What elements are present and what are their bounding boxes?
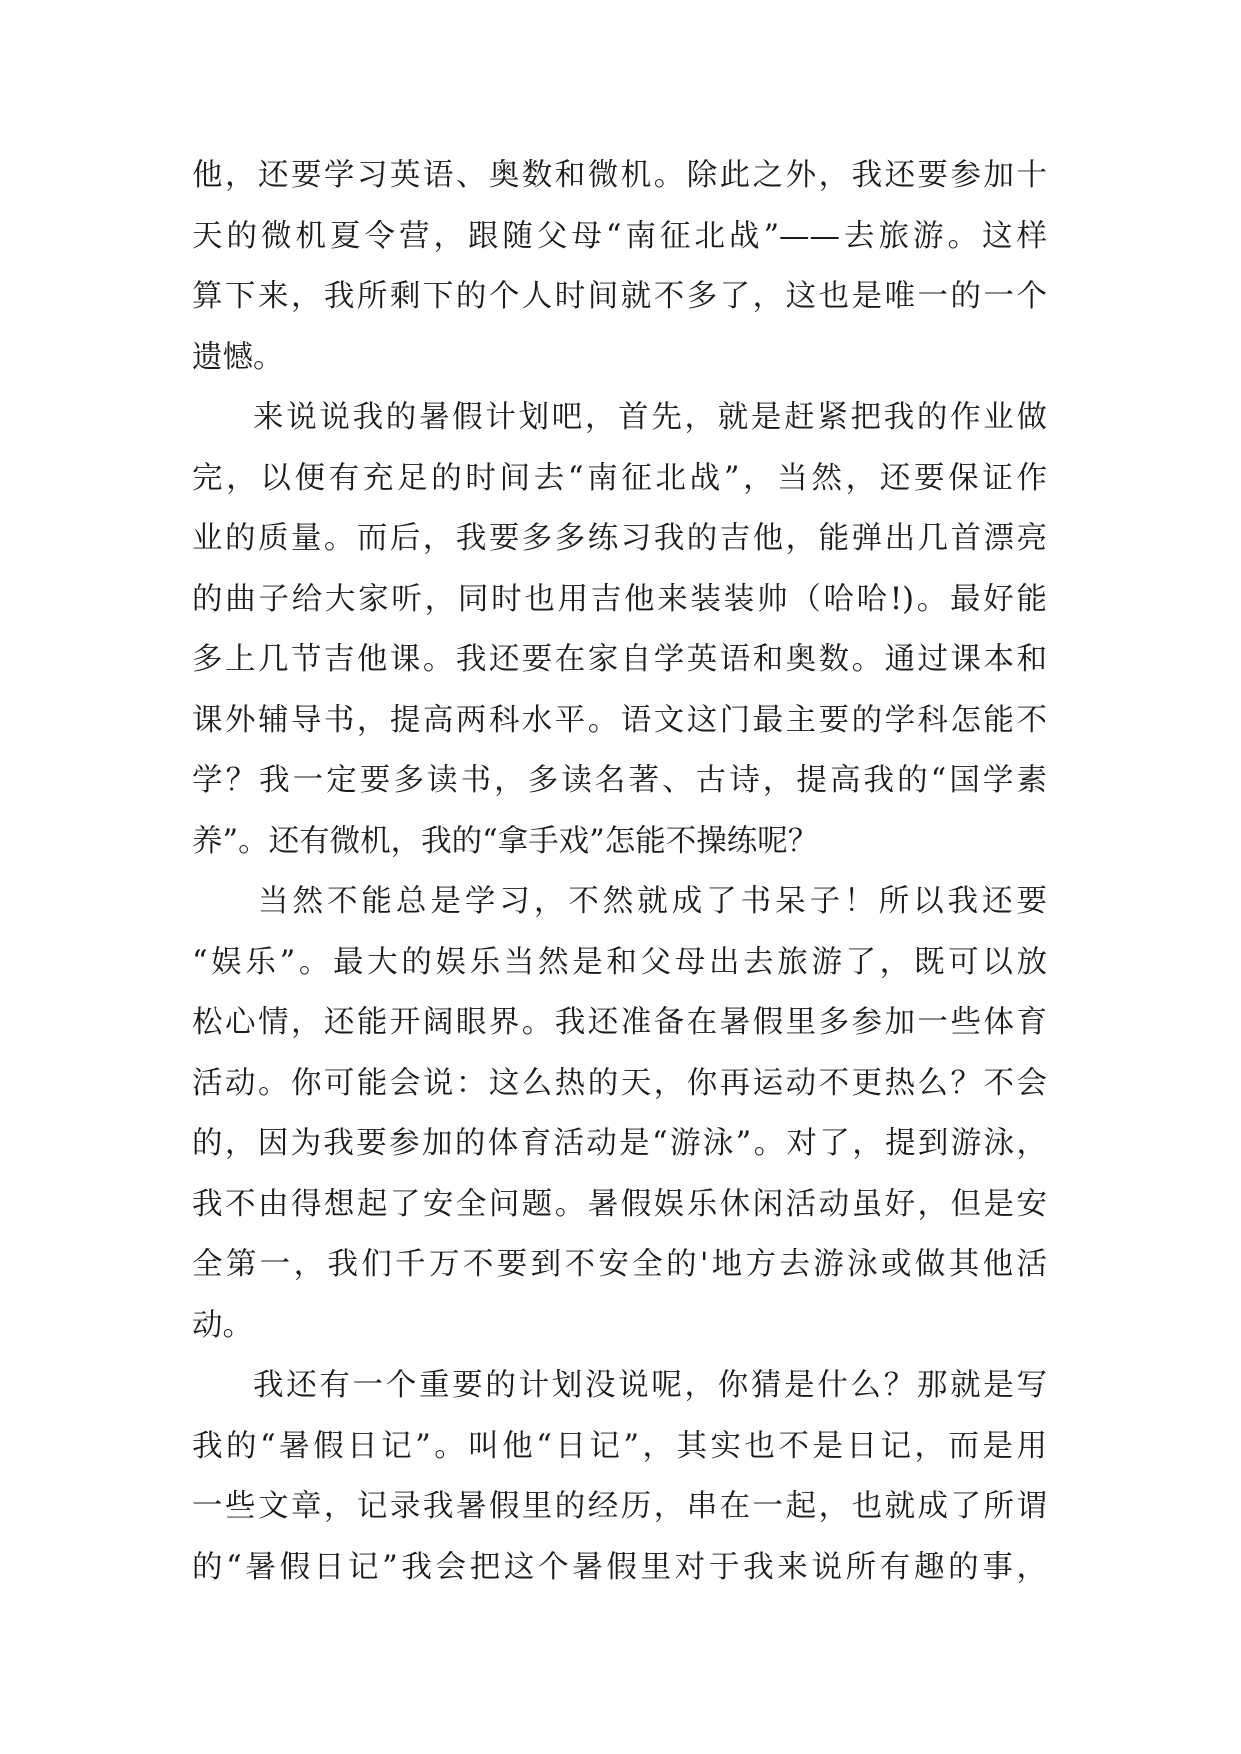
paragraph (192, 388, 1047, 872)
text-line: 一些文章，记录我暑假里的经历，串在一起，也就成了所谓 (192, 1489, 1047, 1524)
text-line: 他，还要学习英语、奥数和微机。除此之外，我还要参加十 (192, 158, 1047, 193)
text-line: 我还有一个重要的计划没说呢，你猜是什么？那就是写 (253, 1368, 1047, 1403)
text-line: “娱乐”。最大的娱乐当然是和父母出去旅游了，既可以放 (192, 944, 1047, 980)
text-line: 业的质量。而后，我要多多练习我的吉他，能弹出几首漂亮 (192, 521, 1047, 556)
text-line: 的曲子给大家听，同时也用吉他来装装帅（哈哈!)。最好能 (192, 581, 1047, 617)
text-line: 的，因为我要参加的体育活动是“游泳”。对了，提到游泳， (192, 1126, 1047, 1161)
text-line: 我的“暑假日记”。叫他“日记”，其实也不是日记，而是用 (192, 1428, 1047, 1464)
text-line: 来说说我的暑假计划吧，首先，就是赶紧把我的作业做 (253, 400, 1047, 435)
text-line: 我不由得想起了安全问题。暑假娱乐休闲活动虽好，但是安 (192, 1186, 1047, 1222)
text-line: 活动。你可能会说：这么热的天，你再运动不更热么？不会 (192, 1065, 1047, 1101)
paragraph (192, 872, 1047, 1356)
text-line: 课外辅导书，提高两科水平。语文这门最主要的学科怎能不 (192, 702, 1047, 738)
text-line: 完，以便有充足的时间去“南征北战”，当然，还要保证作 (192, 460, 1047, 496)
paragraph (192, 146, 1047, 388)
text-line: 多上几节吉他课。我还要在家自学英语和奥数。通过课本和 (192, 642, 1047, 677)
text-line: 学？我一定要多读书，多读名著、古诗，提高我的“国学素 (192, 763, 1047, 798)
text-line: 的“暑假日记”我会把这个暑假里对于我来说所有趣的事， (192, 1549, 1047, 1585)
paragraph (192, 1356, 1047, 1598)
text-line: 算下来，我所剩下的个人时间就不多了，这也是唯一的一个 (192, 279, 1047, 314)
text-line: 养”。还有微机，我的“拿手戏”怎能不操练呢？ (192, 823, 819, 859)
text-line: 遗憾。 (192, 339, 284, 375)
text-line: 动。 (192, 1307, 253, 1343)
text-line: 全第一，我们千万不要到不安全的'地方去游泳或做其他活 (192, 1247, 1047, 1282)
text-line: 当然不能总是学习，不然就成了书呆子！所以我还要 (258, 884, 1047, 919)
text-line: 天的微机夏令营，跟随父母“南征北战”——去旅游。这样 (192, 218, 1047, 254)
body-text (192, 146, 1047, 1598)
text-line: 松心情，还能开阔眼界。我还准备在暑假里多参加一些体育 (192, 1005, 1047, 1040)
